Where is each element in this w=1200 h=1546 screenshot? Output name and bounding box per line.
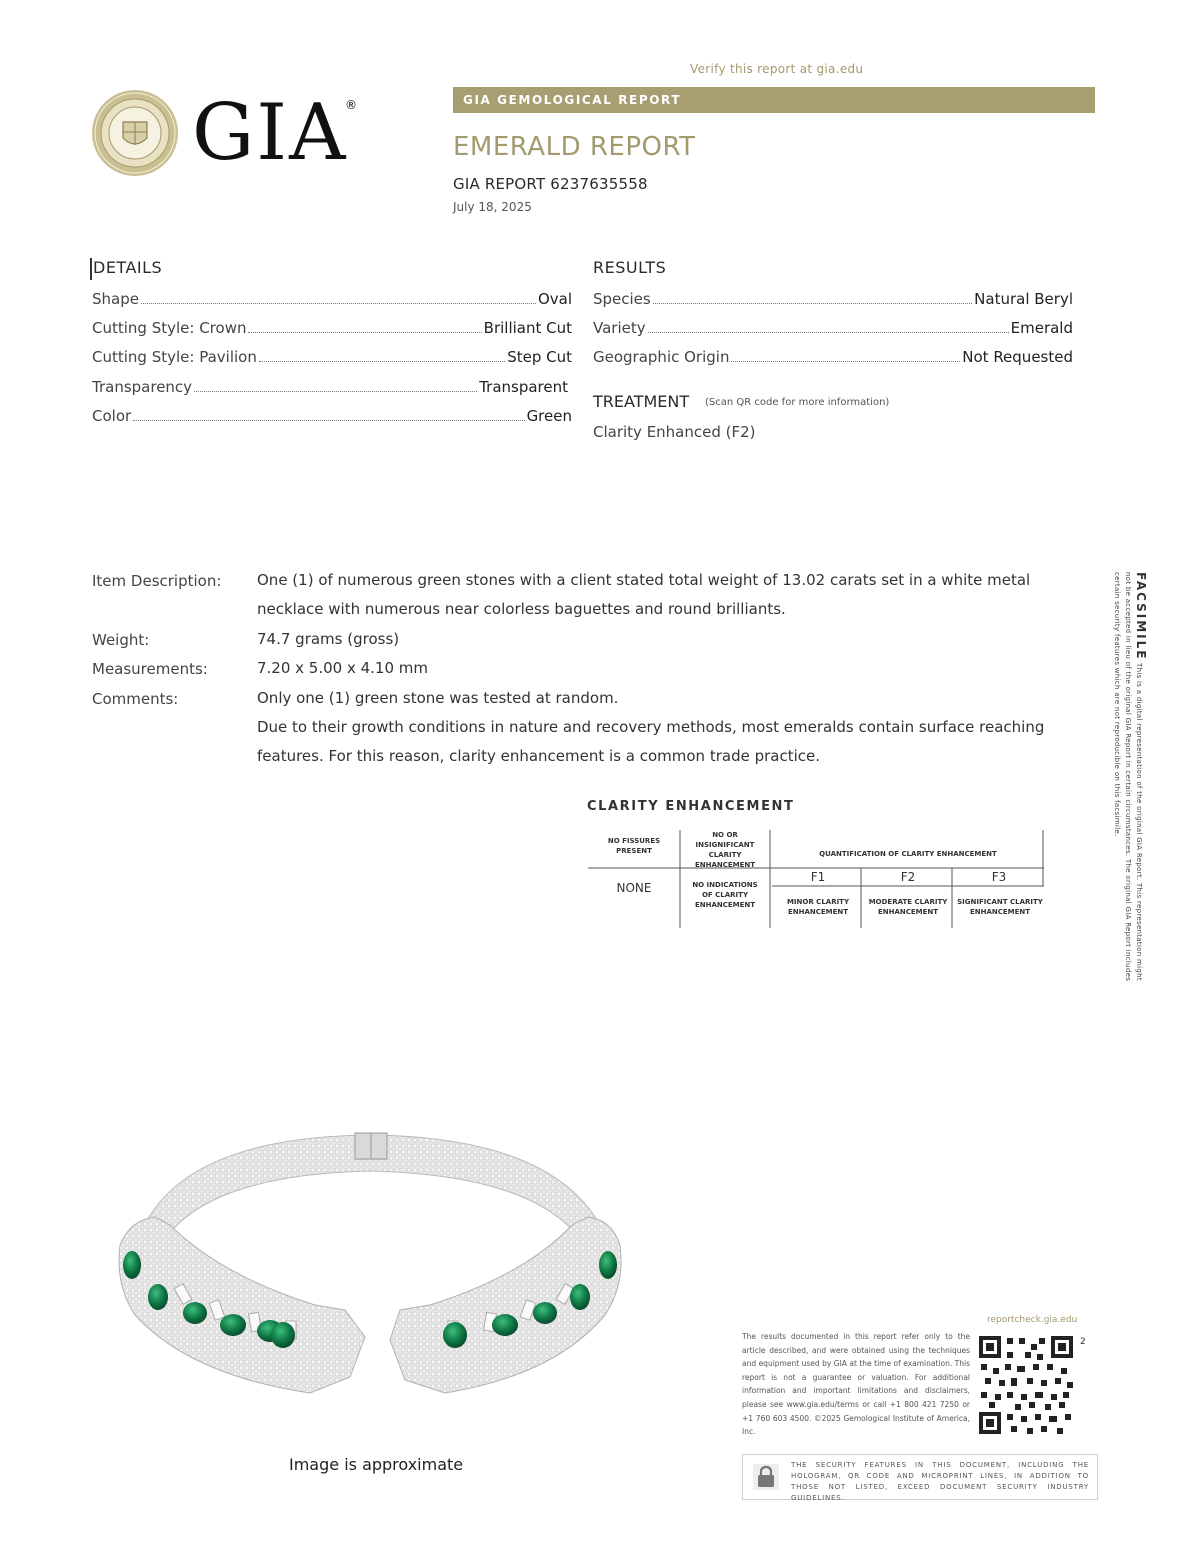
clarity-enhancement-title: CLARITY ENHANCEMENT [587,799,795,814]
grade-desc: MODERATE CLARITY ENHANCEMENT [868,898,948,916]
facsimile-notice [1111,572,1146,992]
leader-dots [259,361,505,362]
gia-logo: GIA [192,88,348,178]
leader-dots [141,303,536,304]
grade-code: F3 [991,870,1007,884]
details-label: Shape [92,290,139,308]
none-value: NONE [616,881,652,895]
details-row [92,348,572,366]
item-description-label: Item Description: [92,572,222,590]
report-title: EMERALD REPORT [453,132,696,162]
lock-icon [753,1464,779,1490]
details-value: Transparent [479,378,568,396]
details-value: Green [526,407,572,425]
grade-code: F1 [810,870,826,884]
details-row [92,319,572,337]
results-heading: RESULTS [593,258,667,277]
weight-label: Weight: [92,631,150,649]
details-heading: DETAILS [93,258,163,277]
details-value: Step Cut [507,348,572,366]
results-value: Natural Beryl [974,290,1073,308]
reportcheck-link[interactable]: reportcheck.gia.edu [987,1315,1078,1325]
grade-code: F2 [900,870,916,884]
leader-dots [648,332,1009,333]
report-type-band [453,87,1095,113]
item-description-value: One (1) of numerous green stones with a client stated total weight of 13.02 carats set in a white metal necklace with numerous near colorless baguettes and round brilliants. [257,571,1031,618]
quantification-header: QUANTIFICATION OF CLARITY ENHANCEMENT [819,850,997,858]
grade-desc: SIGNIFICANT CLARITY ENHANCEMENT [957,898,1043,916]
leader-dots [653,303,972,304]
results-label: Species [593,290,651,308]
necklace-image [100,1125,640,1425]
leader-dots [731,361,960,362]
gia-seal-icon [90,88,180,178]
measurements-label: Measurements: [92,660,208,678]
grade-desc: MINOR CLARITY ENHANCEMENT [786,898,850,916]
results-value: Emerald [1010,319,1073,337]
results-label: Geographic Origin [593,348,730,366]
text-cursor [90,258,92,280]
details-label: Transparency [92,378,193,396]
report-date: July 18, 2025 [453,200,532,214]
details-row [92,290,572,308]
details-label: Cutting Style: Pavilion [92,348,257,366]
disclaimer-text: The results documented in this report refer only to the article described, and were obtained using the techniques and equipment used by GIA at the time of examination. This report is not a guarantee or valuation. For additional information and important limitations and disclaimers, please see www.gia.edu/terms or call +1 800 421 7250 or +1 760 603 4500. ©2025 Gemological Institute of America, Inc. [742,1332,970,1437]
registered-mark: ® [345,98,357,112]
security-text: THE SECURITY FEATURES IN THIS DOCUMENT, INCLUDING THE HOLOGRAM, QR CODE AND MICROPRINT LINES, IN ADDITION TO THOSE NOT LISTED, EXCEED DOCUMENT SECURITY INDUSTRY GUIDELINES. [791,1461,1089,1502]
report-number: GIA REPORT 6237635558 [453,175,648,193]
no-indications-value: NO INDICATIONS OF CLARITY ENHANCEMENT [692,881,758,909]
results-row [593,348,1073,366]
results-value: Not Requested [962,348,1073,366]
leader-dots [248,332,481,333]
comments-line: Only one (1) green stone was tested at random. [257,689,619,707]
verify-link[interactable]: Verify this report at gia.edu [690,62,864,76]
facsimile-title: FACSIMILE [1134,572,1148,661]
facsimile-text: This is a digital representation of the original GIA Report. This representation might not be accepted in lieu of the original GIA Report in certain circumstances. The original GIA Report includes certain security features which are not reproducible on this facsimile. [1113,572,1143,982]
leader-dots [133,420,524,421]
results-row [593,290,1073,308]
results-row [593,319,1073,337]
details-row [92,378,568,396]
comments-line: Due to their growth conditions in nature and recovery methods, most emeralds contain surface reaching features. For this reason, clarity enhancement is a common trade practice. [257,718,1045,765]
comments-label: Comments: [92,690,179,708]
weight-value: 74.7 grams (gross) [257,630,400,648]
no-fissures-header: NO FISSURES PRESENT [607,837,661,855]
results-label: Variety [593,319,646,337]
treatment-value: Clarity Enhanced (F2) [593,423,756,441]
details-label: Cutting Style: Crown [92,319,247,337]
image-caption: Image is approximate [289,1455,464,1474]
security-notice [742,1454,1098,1500]
leader-dots [194,391,477,392]
no-enhancement-header: NO OR INSIGNIFICANT CLARITY ENHANCEMENT [694,831,756,869]
details-label: Color [92,407,132,425]
details-value: Oval [537,290,572,308]
treatment-note: (Scan QR code for more information) [705,397,890,408]
treatment-heading: TREATMENT [593,392,690,411]
details-row [92,407,572,425]
details-value: Brilliant Cut [483,319,572,337]
band-text: GIA GEMOLOGICAL REPORT [463,93,682,107]
measurements-value: 7.20 x 5.00 x 4.10 mm [257,659,429,677]
qr-number: 2 [1080,1337,1086,1347]
qr-code-icon[interactable] [977,1334,1075,1436]
